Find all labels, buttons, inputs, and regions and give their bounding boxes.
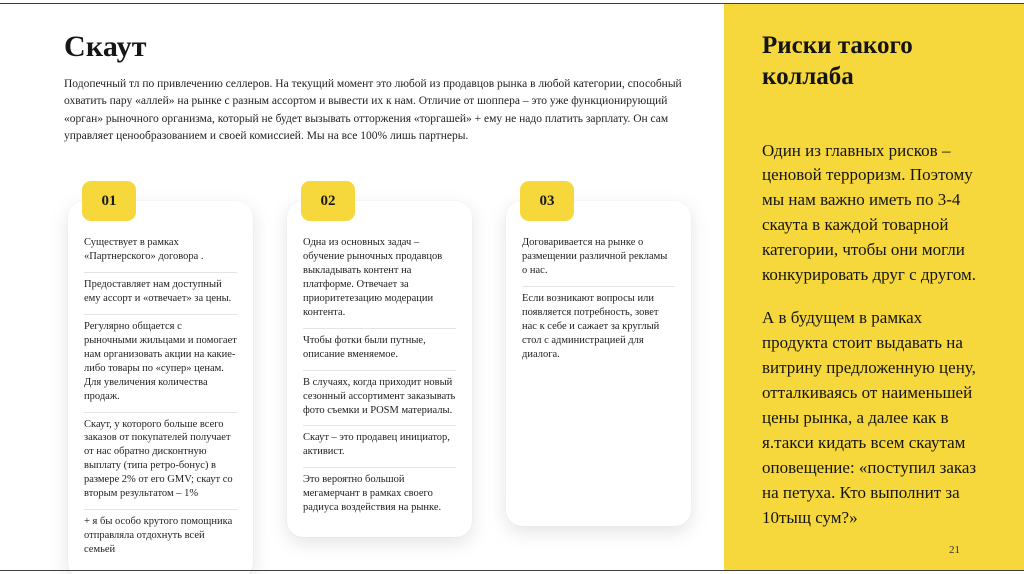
card-number-badge: 01 — [82, 181, 136, 221]
risks-panel — [724, 4, 1024, 570]
card-item: Одна из основных задач – обучение рыночных продавцов выкладывать контент на платформе. Отвечает за приоритетезацию модерации контента. — [303, 231, 456, 329]
top-border-line — [0, 3, 1024, 4]
card-item: Предоставляет нам доступный ему ассорт и «отвечает» за цены. — [84, 273, 237, 315]
card-item: Скаут, у которого больше всего заказов от покупателей получает от нас обратно дисконтную выплату (типа ретро-бонус) в размере 2% от его GMV; скаут со вторым результатом – 1% — [84, 413, 237, 511]
card-item: В случаях, когда приходит новый сезонный ассортимент заказывать фото съемки и POSM материалы. — [303, 371, 456, 427]
card-item: Чтобы фотки были путные, описание вменяемое. — [303, 329, 456, 371]
card-body — [68, 201, 253, 574]
card-item: Это вероятно большой мегамерчант в рамках своего радиуса воздействия на рынке. — [303, 474, 442, 514]
card-item: Скаут – это продавец инициатор, активист. — [303, 426, 456, 468]
bottom-border-line — [0, 570, 1024, 571]
page-number: 21 — [949, 544, 960, 556]
card-item: Существует в рамках «Партнерского» договора . — [84, 231, 237, 273]
scout-card-2 — [287, 181, 472, 574]
card-item: Если возникают вопросы или появляется потребность, зовет нас к себе и сажает за круглый стол с администрацией для диалога. — [522, 292, 660, 360]
card-item: + я бы особо крутого помощника отправляла отдохнуть всей семьей — [84, 516, 233, 556]
card-item: Регулярно общается с рыночными жильцами и помогает нам организовать акции на какие-либо товары по «супер» ценам. Для увеличения количества продаж. — [84, 315, 237, 413]
card-body — [287, 201, 472, 537]
card-body — [506, 201, 691, 526]
scout-card-3 — [506, 181, 691, 574]
cards-row — [64, 181, 709, 574]
risks-paragraph: А в будущем в рамках продукта стоит выдавать на витрину предложенную цену, отталкиваясь от наименьшей цены рынка, а далее как в я.такси кидать всем скаутам оповещение: «поступил заказ на петуха. Кто выполнит за 10тыщ сум?» — [762, 308, 977, 528]
risks-paragraph: Один из главных рисков – ценовой терроризм. Поэтому мы нам важно иметь по 3-4 скаута в каждой товарной категории, чтобы они могли конкурировать друг с другом. — [762, 140, 977, 285]
card-number-badge: 02 — [301, 181, 355, 221]
intro-text: Подопечный тл по привлечению селлеров. На текущий момент это любой из продавцов рынка в любой категории, способный охватить пару «аллей» на рынке с разным ассортом и вывести их к нам. Отличие от шоппера – это уже функционирующий «орган» рыночного организма, который не будет вызывать отторжения «торгашей» + ему не надо платить зарплату. Он сам управляет ценообразованием и своей комиссией. Мы на все 100% лишь партнеры. — [64, 78, 682, 142]
main-section — [64, 30, 709, 574]
slide-title: Скаут — [64, 30, 147, 63]
card-number-badge: 03 — [520, 181, 574, 221]
scout-card-1 — [68, 181, 253, 574]
card-item: Договаривается на рынке о размещении различной рекламы о нас. — [522, 231, 675, 287]
risks-title: Риски такого коллаба — [762, 32, 913, 91]
